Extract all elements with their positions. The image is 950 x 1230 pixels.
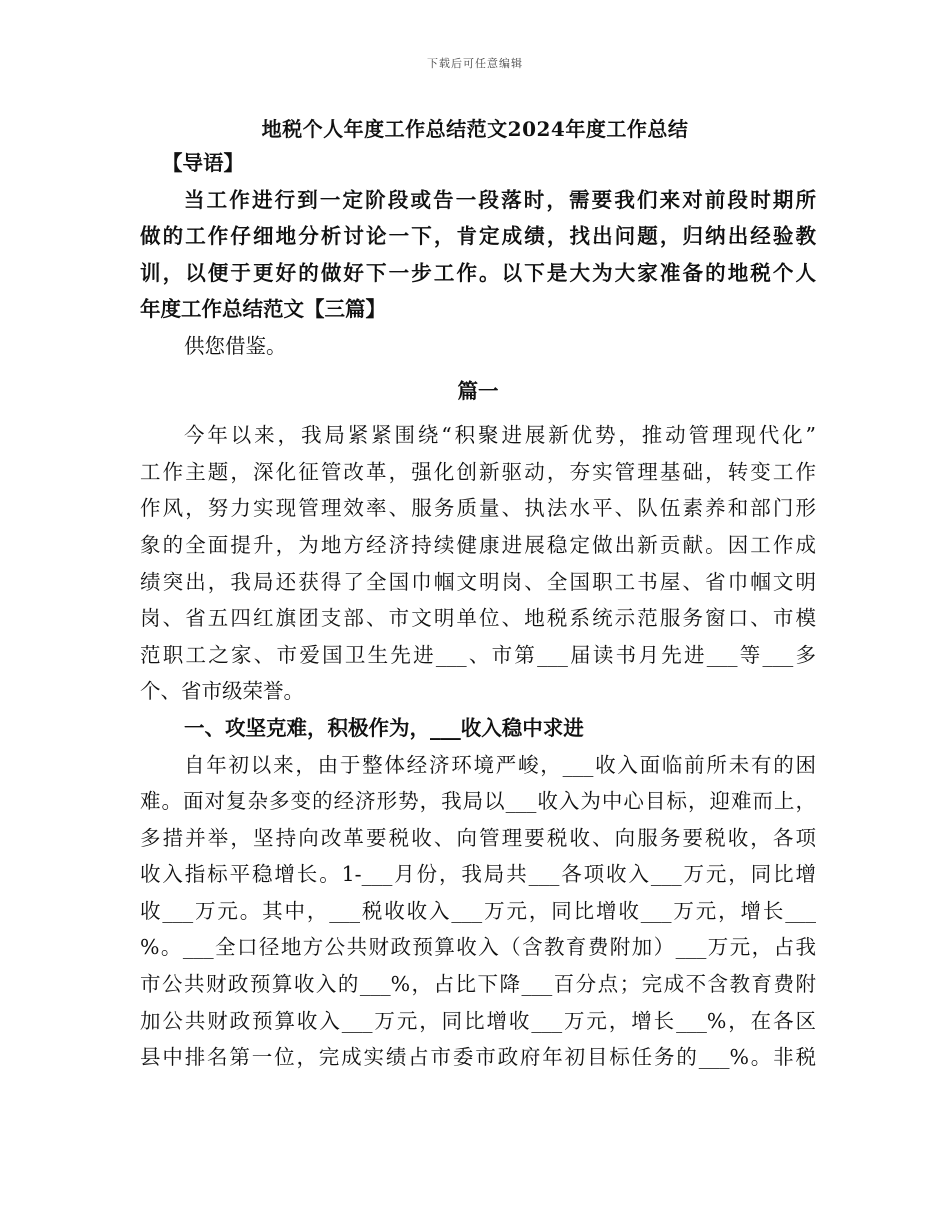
paragraph-line: 今年以来，我局紧紧围绕“积聚进展新优势，推动管理现代化” (184, 423, 816, 448)
paragraph-line (140, 1076, 816, 1113)
document-body (140, 145, 816, 1112)
intro-line: 当工作进行到一定阶段或告一段落时，需要我们来对前段时期所 (184, 187, 816, 212)
header-note: 下载后可任意编辑 (427, 57, 523, 70)
intro-heading: 【导语】 (162, 151, 244, 175)
section-heading: 篇一 (457, 378, 499, 403)
paragraph-line: 收入指标平稳增长。1-___月份，我局共___各项收入___万元，同比增 (140, 862, 816, 887)
paragraph-line: 加公共财政预算收入___万元，同比增收___万元，增长___%，在各区 (140, 1008, 816, 1033)
paragraph-line: %。___全口径地方公共财政预算收入（含教育费附加）___万元，占我 (140, 935, 816, 960)
intro-line: 年度工作总结范文【三篇】 (140, 297, 386, 322)
intro-line: 训，以便于更好的做好下一步工作。以下是大为大家准备的地税个人 (140, 260, 816, 285)
paragraph-line: 收___万元。其中，___税收收入___万元，同比增收___万元，增长___ (140, 898, 816, 923)
intro-paragraph (140, 182, 816, 328)
paragraph-line: 市公共财政预算收入的___%，占比下降___百分点；完成不含教育费附 (140, 972, 816, 997)
paragraph-line: 绩突出，我局还获得了全国巾帼文明岗、全国职工书屋、省巾帼文明 (140, 569, 816, 594)
paragraph-line: 象的全面提升，为地方经济持续健康进展稳定做出新贡献。因工作成 (140, 532, 816, 557)
paragraph-line: 多措并举，坚持向改革要税收、向管理要税收、向服务要税收，各项 (140, 825, 816, 850)
paragraph-line: 难。面对复杂多变的经济形势，我局以___收入为中心目标，迎难而上， (140, 789, 816, 814)
subheading: 一、攻坚克难，积极作为，___收入稳中求进 (184, 715, 584, 740)
section-paragraph-2 (140, 747, 816, 1113)
paragraph-line: 岗、省五四红旗团支部、市文明单位、地税系统示范服务窗口、市模 (140, 606, 816, 631)
paragraph-line: 自年初以来，由于整体经济环境严峻，___收入面临前所未有的困 (184, 752, 816, 777)
section-paragraph-1 (140, 417, 816, 710)
paragraph-line: 县中排名第一位，完成实绩占市委市政府年初目标任务的___%。非税 (140, 1045, 816, 1070)
paragraph-line: 范职工之家、市爱国卫生先进___、市第___届读书月先进___等___多 (140, 642, 816, 667)
document-title: 地税个人年度工作总结范文2024年度工作总结 (261, 117, 689, 141)
paragraph-line: 工作主题，深化征管改革，强化创新驱动，夯实管理基础，转变工作 (140, 459, 816, 484)
reference-note: 供您借鉴。 (184, 333, 287, 358)
intro-line: 做的工作仔细地分析讨论一下，肯定成绩，找出问题，归纳出经验教 (140, 224, 816, 249)
paragraph-line: 个、省市级荣誉。 (140, 679, 304, 704)
paragraph-line: 作风，努力实现管理效率、服务质量、执法水平、队伍素养和部门形 (140, 496, 816, 521)
